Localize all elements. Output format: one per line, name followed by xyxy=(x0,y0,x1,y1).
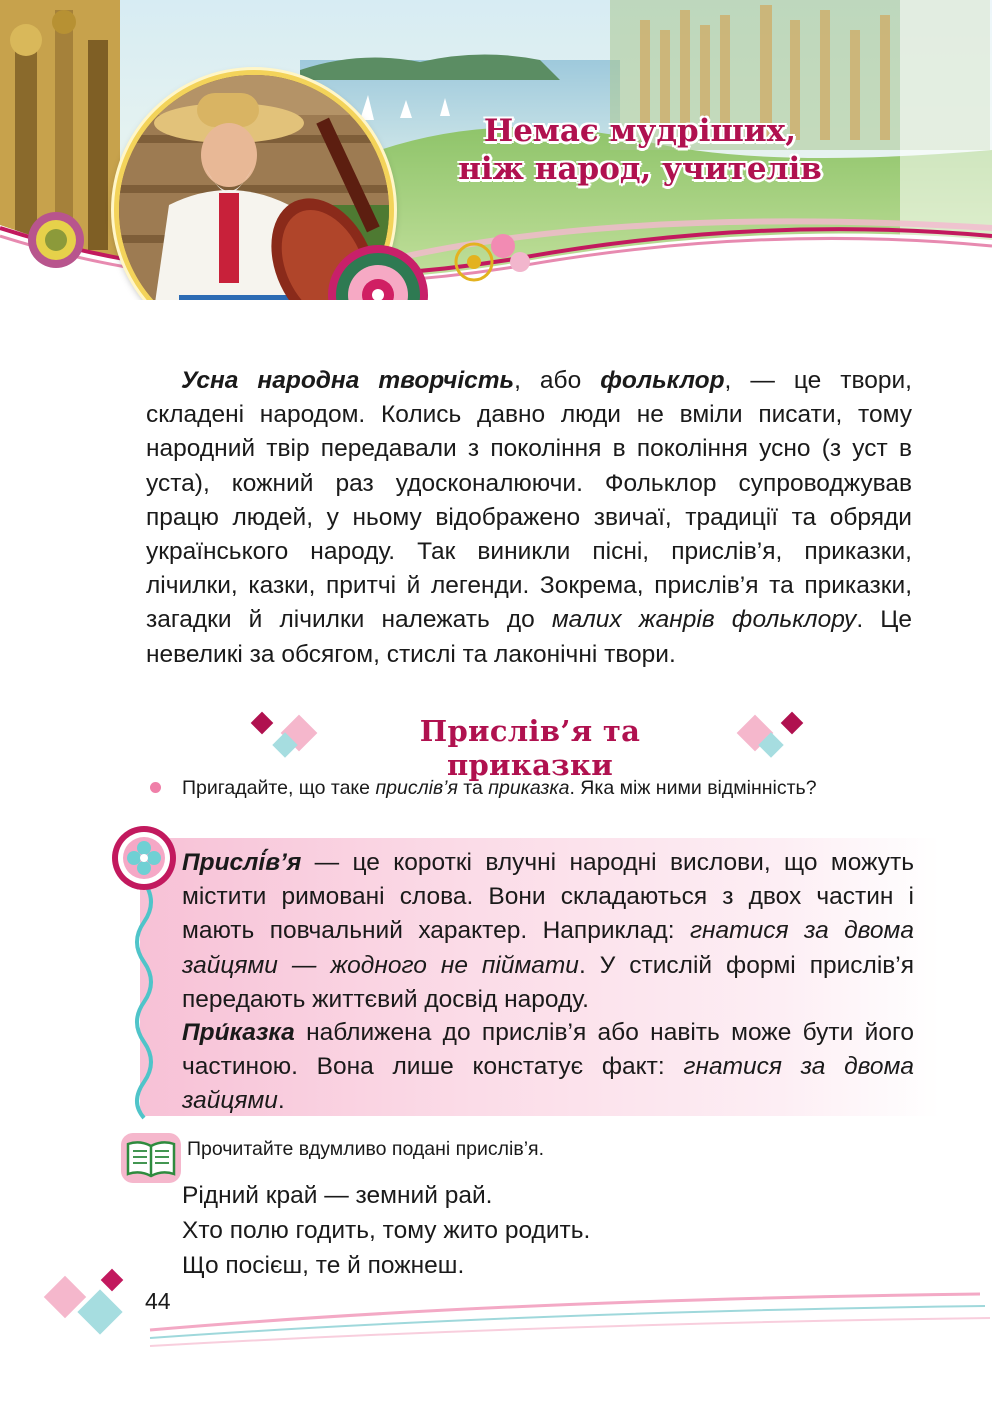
chapter-title-line2: ніж народ, учителів xyxy=(458,151,822,187)
header-banner xyxy=(0,0,992,300)
intro-text-1: , або xyxy=(514,367,601,394)
definition-saying-example: гнатися за двома зайцями xyxy=(182,1053,914,1115)
chapter-title xyxy=(430,112,850,188)
definition-proverb xyxy=(182,846,914,1017)
definition-saying-term: При́казка xyxy=(182,1019,295,1046)
definition-saying-text-1: наближена до прислів’я або навіть може бути його частиною. Вона лише констатує факт: xyxy=(182,1019,914,1081)
term-folklore: фольклор xyxy=(600,367,725,394)
definition-proverb-example: гнатися за двома зайцями — жодного не піймати xyxy=(182,917,914,979)
definition-proverb-text-1: — це короткі влучні народні вислови, що можуть містити римовані слова. Вони складаються з двох частин і мають повчальний характер. Наприклад: xyxy=(182,849,914,945)
chapter-title-line1: Немає мудріших, xyxy=(483,113,797,149)
definition-saying xyxy=(182,1016,914,1119)
question-text-2: та xyxy=(457,777,489,799)
question-text-3: . Яка між ними відмінність? xyxy=(569,777,817,799)
bullet-dot-icon xyxy=(150,782,161,793)
section-heading xyxy=(250,706,810,782)
section-title: Прислів’я та приказки xyxy=(419,714,641,782)
definition-marker-icon xyxy=(108,822,178,1122)
question-text-1: Пригадайте, що таке xyxy=(182,777,376,799)
page-number: 44 xyxy=(145,1288,171,1314)
rosette-left-icon xyxy=(28,212,84,268)
recall-question xyxy=(182,772,912,804)
open-book-icon xyxy=(120,1132,182,1184)
term-oral-folk-art: Усна народна творчість xyxy=(181,367,515,394)
definition-proverb-text-2: . У стислій формі прислів’я передають життєвий досвід народу. xyxy=(182,951,914,1013)
question-term-proverb: прислів’я xyxy=(375,777,458,799)
definition-proverb-term: Прислі́в’я xyxy=(182,849,302,876)
intro-text-2: , — це твори, складені народом. Колись давно люди не вміли писати, тому народний твір передавали з покоління в покоління усно (з уст в уста), кожний раз удосконалюючи. Фольклор супроводжував працю людей, у ньому відображено звичаї, традиції та обряди українського народу. Так виникли пісні, прислів’я, приказки, лічилки, казки, притчі й легенди. Зокрема, прислів’я та приказки, загадки й лічилки належать до xyxy=(146,367,912,634)
question-term-saying: приказка xyxy=(488,777,570,799)
proverb-item: Хто полю годить, тому жито родить. xyxy=(182,1217,591,1244)
intro-paragraph xyxy=(146,364,912,672)
term-small-genres: малих жанрів фольклору xyxy=(551,606,857,634)
proverb-item: Рідний край — земний рай. xyxy=(182,1182,493,1209)
definition-saying-text-2: . xyxy=(277,1087,285,1115)
proverb-item: Що посієш, те й пожнеш. xyxy=(182,1252,465,1279)
intro-text-3: . Це невеликі за обсягом, стислі та лаконічні твори. xyxy=(146,606,912,668)
task-instruction: Прочитайте вдумливо подані прислів’я. xyxy=(187,1138,545,1160)
footer-decoration xyxy=(0,1260,992,1380)
rosette-pink-icon xyxy=(323,240,433,300)
